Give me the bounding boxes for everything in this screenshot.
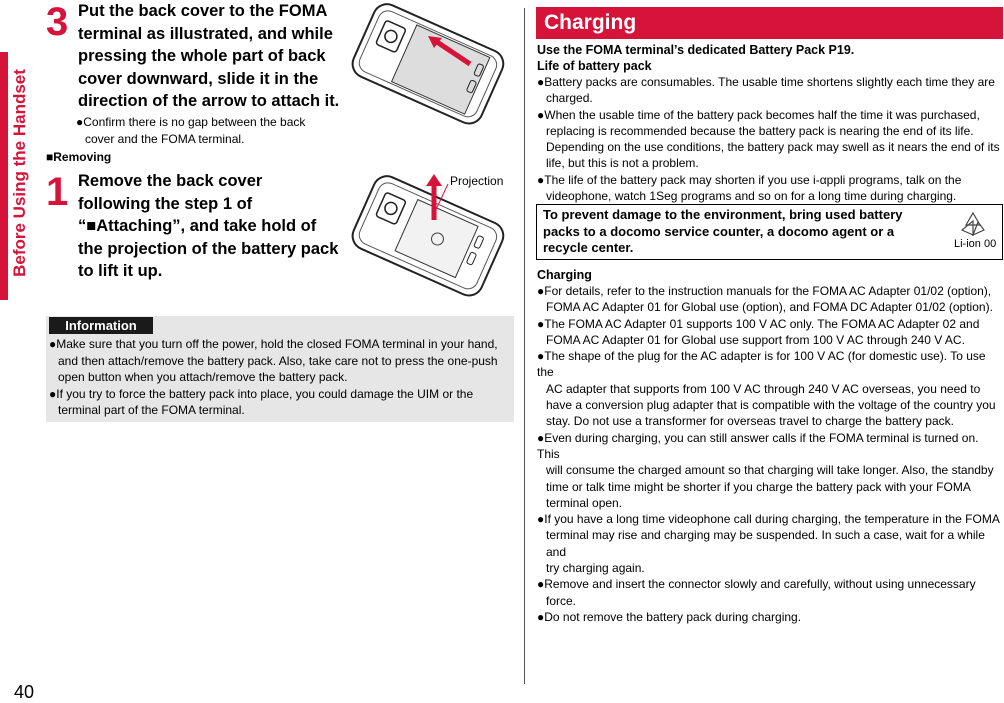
charging-line: will consume the charged amount so that charging will take longer. Also, the standby <box>546 463 994 478</box>
charging-line: ●Remove and insert the connector slowly and carefully, without using unnecessary <box>537 577 976 592</box>
information-line: open button when you attach/remove the battery pack. <box>58 370 348 384</box>
step-3-line: direction of the arrow to attach it. <box>78 92 340 110</box>
information-text <box>49 336 511 419</box>
step-3-bullet-line: ●Confirm there is no gap between the back <box>76 115 306 129</box>
charging-title: Charging <box>536 7 1003 39</box>
step-3-text <box>78 0 348 113</box>
removing-label: ■Removing <box>46 150 112 164</box>
step-3-bullet <box>76 114 336 147</box>
step-3-number: 3 <box>46 0 69 44</box>
step-1-line: Remove the back cover <box>78 172 263 190</box>
step-1-line: to lift it up. <box>78 262 163 280</box>
charging-line: ●If you have a long time videophone call during charging, the temperature in the FOMA <box>537 512 1000 527</box>
side-tab-label: Before Using the Handset <box>10 69 29 277</box>
environment-notice-line: packs to a docomo service counter, a docomo agent or a <box>543 223 895 239</box>
phone-battery-removal-illustration <box>336 170 514 304</box>
recycle-icon <box>958 210 988 238</box>
life-heading: Life of battery pack <box>537 59 652 73</box>
charging-line: FOMA AC Adapter 01 for Global use support from 100 V AC through 240 V AC. <box>546 332 965 347</box>
step-3-line: Put the back cover to the FOMA <box>78 2 328 20</box>
charging-line: ●The FOMA AC Adapter 01 supports 100 V AC only. The FOMA AC Adapter 02 and <box>537 316 980 331</box>
projection-label: Projection <box>450 174 504 188</box>
charging-line: try charging again. <box>546 561 645 576</box>
life-line: videophone, watch 1Seg programs and so on for a long time during charging. <box>546 189 957 204</box>
life-line: ●The life of the battery pack may shorten if you use i-αppli programs, talk on the <box>537 172 962 187</box>
environment-notice-text <box>543 207 933 257</box>
step-3-bullet-line: cover and the FOMA terminal. <box>85 131 245 146</box>
step-3-line: cover downward, slide it in the <box>78 69 319 88</box>
charging-text <box>537 283 1003 625</box>
charging-line: ●For details, refer to the instruction manuals for the FOMA AC Adapter 01/02 (option), <box>537 284 992 298</box>
information-line: ●If you try to force the battery pack into place, you could damage the UIM or the <box>49 386 474 401</box>
life-text <box>537 74 1003 204</box>
charging-line: time or talk time might be shorter if you charge the battery pack with your FOMA <box>546 479 971 494</box>
step-1-number: 1 <box>46 170 69 214</box>
environment-notice-line: recycle center. <box>543 240 634 255</box>
liion-label: Li-ion 00 <box>954 238 997 250</box>
charging-intro: Use the FOMA terminal’s dedicated Battery Pack P19. <box>537 43 855 57</box>
step-1-line: following the step 1 of <box>78 194 253 213</box>
life-line: Depending on the use conditions, the battery pack may swell as it nears the end of its <box>546 140 1000 155</box>
charging-line: force. <box>546 593 577 608</box>
column-divider <box>524 8 525 684</box>
charging-line: terminal may rise and charging may be suspended. In such a case, wait for a while and <box>546 528 985 559</box>
environment-notice-line: To prevent damage to the environment, bring used battery <box>543 207 903 222</box>
charging-line: ●The shape of the plug for the AC adapter is for 100 V AC (for domestic use). To use the <box>537 349 986 380</box>
phone-back-cover-illustration <box>336 2 514 134</box>
information-label: Information <box>49 317 153 334</box>
life-line: replacing is recommended because the battery pack is nearing the end of its life. <box>546 123 974 138</box>
charging-line: ●Even during charging, you can still answer calls if the FOMA terminal is turned on. This <box>537 430 979 461</box>
charging-line: AC adapter that supports from 100 V AC through 240 V AC overseas, you need to <box>546 381 981 396</box>
life-line: charged. <box>546 91 593 106</box>
life-line: ●When the usable time of the battery pack becomes half the time it was purchased, <box>537 107 980 122</box>
charging-line: FOMA AC Adapter 01 for Global use (option), and FOMA DC Adapter 01/02 (option). <box>546 300 993 315</box>
charging-line: stay. Do not use a transformer for overseas travel to charge the battery pack. <box>546 414 954 429</box>
life-line: life, but this is not a problem. <box>546 156 699 171</box>
information-line: ●Make sure that you turn off the power, hold the closed FOMA terminal in your hand, <box>49 337 498 351</box>
charging-line: ●Do not remove the battery pack during charging. <box>537 609 802 624</box>
charging-line: have a conversion plug adapter that is compatible with the voltage of the country you <box>546 398 996 413</box>
life-line: ●Battery packs are consumables. The usable time shortens slightly each time they are <box>537 75 995 89</box>
page-number: 40 <box>14 682 35 702</box>
step-3-line: terminal as illustrated, and while <box>78 24 333 43</box>
charging-line: terminal open. <box>546 495 623 510</box>
step-1-text <box>78 170 348 283</box>
step-3-line: pressing the whole part of back <box>78 47 326 65</box>
information-line: and then attach/remove the battery pack. Also, take care not to press the one-push <box>58 353 498 368</box>
charging-heading: Charging <box>537 268 592 282</box>
step-1-line: the projection of the battery pack <box>78 239 339 258</box>
information-line: terminal part of the FOMA terminal. <box>58 403 245 417</box>
step-1-line: “■Attaching”, and take hold of <box>78 217 317 235</box>
